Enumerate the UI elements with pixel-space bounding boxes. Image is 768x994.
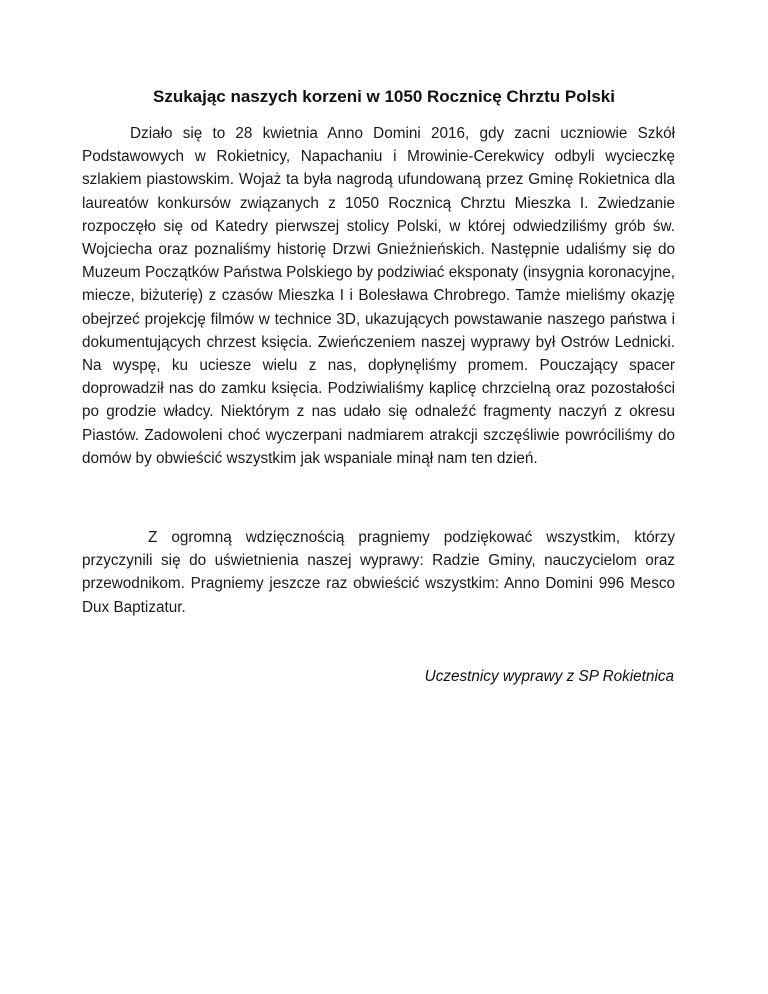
signature: Uczestnicy wyprawy z SP Rokietnica <box>424 668 674 685</box>
paragraph-thanks: Z ogromną wdzięcznością pragniemy podziękować wszystkim, którzy przyczynili się do uświetnienia naszej wyprawy: Radzie Gminy, nauczycielom oraz przewodnikom. Pragniemy jeszcze raz obwieścić wszystkim: Anno Domini 996 Mesco Dux Baptizatur. <box>82 529 675 616</box>
paragraph-trip-report: Działo się to 28 kwietnia Anno Domini 2016, gdy zacni uczniowie Szkół Podstawowych w Rokietnicy, Napachaniu i Mrowinie-Cerekwicy odbyli wycieczkę szlakiem piastowskim. Wojaż ta była nagrodą ufundowaną przez Gminę Rokietnica dla laureatów konkursów związanych z 1050 Rocznicą Chrztu Mieszka I. Zwiedzanie rozpoczęło się od Katedry pierwszej stolicy Polski, w której odwiedziliśmy grób św. Wojciecha oraz poznaliśmy historię Drzwi Gnieźnieńskich. Następnie udaliśmy się do Muzeum Początków Państwa Polskiego by podziwiać eksponaty (insygnia koronacyjne, miecze, biżuterię) z czasów Mieszka I i Bolesława Chrobrego. Tamże mieliśmy okazję obejrzeć projekcję filmów w technice 3D, ukazujących powstawanie naszego państwa i dokumentujących chrzest księcia. Zwieńczeniem naszej wyprawy był Ostrów Lednicki. Na wyspę, ku uciesze wielu z nas, dopłynęliśmy promem. Pouczający spacer doprowadził nas do zamku księcia. Podziwialiśmy kaplicę chrzcielną oraz pozostałości po grodzie władcy. Niektórym z nas udało się odnaleźć fragmenty naczyń z okresu Piastów. Zadowoleni choć wyczerpani nadmiarem atrakcji szczęśliwie powróciliśmy do domów by obwieścić wszystkim jak wspaniale minął nam ten dzień. <box>82 125 675 467</box>
document-title: Szukając naszych korzeni w 1050 Rocznicę Chrztu Polski <box>152 87 615 106</box>
